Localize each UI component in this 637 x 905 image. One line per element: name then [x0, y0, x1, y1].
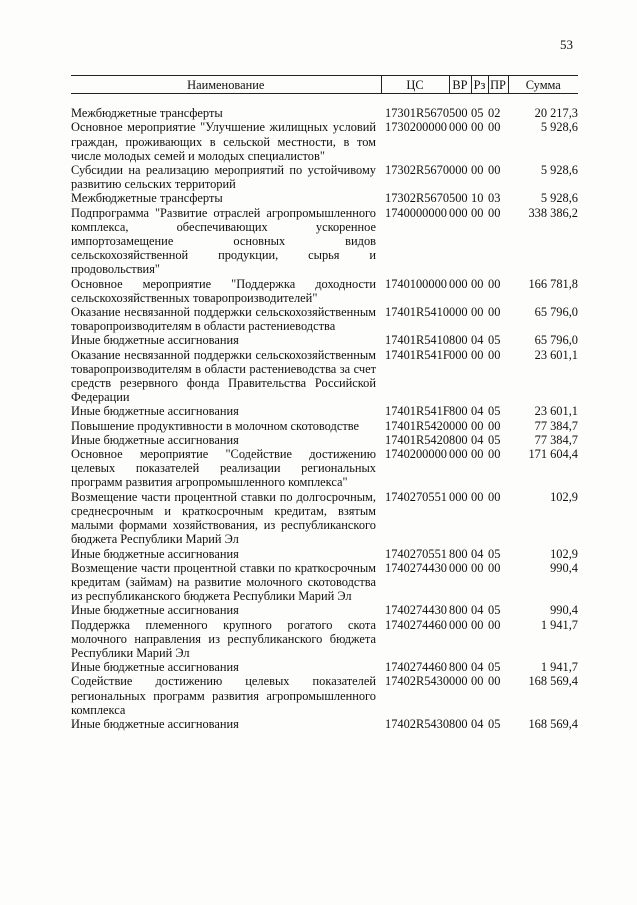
cell-cs: 1740270551 [385, 489, 447, 504]
table-row [71, 603, 578, 617]
header-spacer [71, 94, 578, 107]
cell-cs: 17401R5410 [385, 333, 450, 348]
table-row [71, 660, 578, 674]
cell-sum: 65 796,0 [534, 305, 578, 320]
table-row [71, 674, 578, 717]
cell-pr: 00 [488, 489, 501, 504]
table-row [71, 433, 578, 447]
cell-sum: 23 601,1 [534, 347, 578, 362]
cell-rz: 04 [471, 660, 484, 675]
cell-rz: 00 [471, 489, 484, 504]
cell-rz: 00 [471, 418, 484, 433]
header-sum: Сумма [508, 76, 578, 94]
table-row [71, 277, 578, 305]
cell-vr: 000 [449, 489, 468, 504]
cell-cs: 1730200000 [385, 120, 447, 135]
cell-cs: 17301R5670 [385, 106, 450, 121]
page-number: 53 [560, 37, 573, 52]
cell-pr: 00 [488, 305, 501, 320]
cell-name: Возмещение части процентной ставки по краткосрочным кредитам (займам) на развитие молочного скотоводства из республиканского бюджета Республики Марий Эл [71, 560, 376, 604]
cell-rz: 05 [471, 106, 484, 121]
cell-sum: 77 384,7 [534, 432, 578, 447]
cell-cs: 17401R541F [385, 404, 450, 419]
header-rz: Рз [471, 76, 488, 94]
cell-pr: 05 [488, 333, 501, 348]
cell-rz: 04 [471, 404, 484, 419]
cell-rz: 04 [471, 333, 484, 348]
cell-rz: 00 [471, 674, 484, 689]
cell-rz: 04 [471, 603, 484, 618]
cell-name: Поддержка племенного крупного рогатого скота молочного направления из республиканского бюджета Республики Марий Эл [71, 617, 376, 660]
cell-rz: 00 [471, 120, 484, 135]
cell-sum: 102,9 [550, 489, 578, 504]
cell-name: Иные бюджетные ассигнования [71, 546, 239, 561]
cell-name: Межбюджетные трансферты [71, 191, 223, 206]
cell-sum: 990,4 [550, 560, 578, 575]
cell-pr: 02 [488, 106, 501, 121]
cell-pr: 00 [488, 120, 501, 135]
cell-vr: 000 [449, 163, 468, 178]
cell-vr: 000 [449, 617, 468, 632]
cell-pr: 00 [488, 347, 501, 362]
table-row [71, 163, 578, 191]
table-row [71, 404, 578, 418]
cell-sum: 1 941,7 [540, 660, 578, 675]
cell-cs: 1740274460 [385, 617, 447, 632]
cell-rz: 00 [471, 163, 484, 178]
table-row [71, 333, 578, 347]
table-row [71, 120, 578, 163]
cell-cs: 17402R5430 [385, 716, 450, 731]
header-vr: ВР [449, 76, 471, 94]
cell-vr: 000 [449, 560, 468, 575]
cell-pr: 03 [488, 191, 501, 206]
cell-rz: 04 [471, 716, 484, 731]
cell-pr: 00 [488, 617, 501, 632]
cell-cs: 1740100000 [385, 276, 447, 291]
cell-cs: 17302R5670 [385, 191, 450, 206]
cell-pr: 05 [488, 432, 501, 447]
cell-pr: 00 [488, 418, 501, 433]
cell-name: Повышение продуктивности в молочном скотоводстве [71, 418, 360, 433]
cell-name: Основное мероприятие "Поддержка доходности сельскохозяйственных товаропроизводителей" [71, 276, 376, 305]
cell-name: Основное мероприятие "Улучшение жилищных условий граждан, проживающих в сельской местности, в том числе молодых семей и молодых специалистов" [71, 120, 376, 163]
cell-vr: 800 [449, 432, 468, 447]
cell-pr: 00 [488, 205, 501, 220]
header-cs: ЦС [381, 76, 449, 94]
cell-sum: 168 569,4 [528, 674, 578, 689]
cell-name: Иные бюджетные ассигнования [71, 603, 239, 618]
cell-vr: 800 [449, 660, 468, 675]
cell-vr: 800 [449, 333, 468, 348]
cell-sum: 1 941,7 [540, 617, 578, 632]
cell-rz: 04 [471, 546, 484, 561]
header-name: Наименование [71, 76, 381, 94]
cell-vr: 800 [449, 546, 468, 561]
cell-rz: 10 [471, 191, 484, 206]
cell-cs: 1740200000 [385, 447, 447, 462]
cell-rz: 04 [471, 432, 484, 447]
cell-cs: 1740274430 [385, 560, 447, 575]
cell-sum: 65 796,0 [534, 333, 578, 348]
cell-cs: 17401R5420 [385, 418, 450, 433]
cell-name: Иные бюджетные ассигнования [71, 716, 239, 731]
cell-pr: 00 [488, 674, 501, 689]
cell-vr: 000 [449, 347, 468, 362]
table-row [71, 547, 578, 561]
cell-pr: 00 [488, 447, 501, 462]
cell-name: Иные бюджетные ассигнования [71, 660, 239, 675]
cell-cs: 1740270551 [385, 546, 447, 561]
cell-rz: 00 [471, 205, 484, 220]
cell-name: Оказание несвязанной поддержки сельскохозяйственным товаропроизводителям в области растениеводства за счет средств резервного фонда Правительства Российской Федерации [71, 347, 376, 405]
cell-vr: 000 [449, 418, 468, 433]
cell-rz: 00 [471, 347, 484, 362]
cell-vr: 800 [449, 404, 468, 419]
table-row [71, 447, 578, 490]
cell-pr: 05 [488, 716, 501, 731]
cell-name: Иные бюджетные ассигнования [71, 432, 239, 447]
cell-cs: 17401R541F [385, 347, 450, 362]
cell-vr: 800 [449, 603, 468, 618]
cell-rz: 00 [471, 276, 484, 291]
cell-sum: 5 928,6 [540, 163, 578, 178]
budget-table-container [71, 75, 578, 731]
cell-vr: 500 [449, 191, 468, 206]
cell-cs: 17401R5410 [385, 305, 450, 320]
cell-cs: 1740274460 [385, 660, 447, 675]
cell-cs: 17402R5430 [385, 674, 450, 689]
budget-table [71, 75, 578, 731]
cell-sum: 5 928,6 [540, 191, 578, 206]
cell-sum: 77 384,7 [534, 418, 578, 433]
cell-name: Иные бюджетные ассигнования [71, 333, 239, 348]
cell-name: Возмещение части процентной ставки по долгосрочным, среднесрочным и краткосрочным кредитам, взятым малыми формами хозяйствования, из республиканского бюджета Республики Марий Эл [71, 489, 376, 547]
cell-pr: 05 [488, 603, 501, 618]
cell-rz: 00 [471, 617, 484, 632]
table-row [71, 191, 578, 205]
cell-vr: 500 [449, 106, 468, 121]
cell-sum: 990,4 [550, 603, 578, 618]
table-header-row [71, 76, 578, 94]
cell-pr: 05 [488, 404, 501, 419]
cell-sum: 168 569,4 [528, 716, 578, 731]
cell-sum: 23 601,1 [534, 404, 578, 419]
cell-cs: 1740000000 [385, 205, 447, 220]
cell-sum: 166 781,8 [528, 276, 578, 291]
cell-vr: 000 [449, 305, 468, 320]
cell-sum: 102,9 [550, 546, 578, 561]
table-row [71, 419, 578, 433]
cell-vr: 000 [449, 447, 468, 462]
cell-name: Иные бюджетные ассигнования [71, 404, 239, 419]
table-row [71, 348, 578, 405]
table-row [71, 490, 578, 547]
cell-name: Субсидии на реализацию мероприятий по устойчивому развитию сельских территорий [71, 163, 376, 192]
cell-pr: 05 [488, 546, 501, 561]
cell-vr: 000 [449, 674, 468, 689]
cell-vr: 000 [449, 276, 468, 291]
cell-pr: 00 [488, 560, 501, 575]
cell-vr: 000 [449, 205, 468, 220]
cell-name: Содействие достижению целевых показателей региональных программ развития агропромышленного комплекса [71, 674, 376, 717]
cell-rz: 00 [471, 447, 484, 462]
cell-vr: 800 [449, 716, 468, 731]
table-row [71, 206, 578, 277]
cell-name: Оказание несвязанной поддержки сельскохозяйственным товаропроизводителям в области растениеводства [71, 305, 376, 334]
table-row [71, 561, 578, 604]
cell-sum: 338 386,2 [528, 205, 578, 220]
table-row [71, 618, 578, 661]
table-row [71, 717, 578, 731]
cell-sum: 171 604,4 [528, 447, 578, 462]
cell-pr: 00 [488, 276, 501, 291]
cell-vr: 000 [449, 120, 468, 135]
header-pr: ПР [488, 76, 508, 94]
cell-sum: 20 217,3 [534, 106, 578, 121]
cell-name: Основное мероприятие "Содействие достижению целевых показателей реализации региональных программ развития агропромышленного комплекса" [71, 447, 376, 490]
cell-name: Межбюджетные трансферты [71, 106, 223, 121]
cell-rz: 00 [471, 560, 484, 575]
cell-name: Подпрограмма "Развитие отраслей агропромышленного комплекса, обеспечивающих ускоренное импортозамещение основных видов сельскохозяйственной продукции, сырья и продовольствия" [71, 205, 376, 277]
cell-sum: 5 928,6 [540, 120, 578, 135]
cell-rz: 00 [471, 305, 484, 320]
cell-pr: 05 [488, 660, 501, 675]
table-row [71, 106, 578, 120]
table-body [71, 94, 578, 731]
cell-pr: 00 [488, 163, 501, 178]
cell-cs: 1740274430 [385, 603, 447, 618]
cell-cs: 17401R5420 [385, 432, 450, 447]
cell-cs: 17302R5670 [385, 163, 450, 178]
table-row [71, 305, 578, 333]
